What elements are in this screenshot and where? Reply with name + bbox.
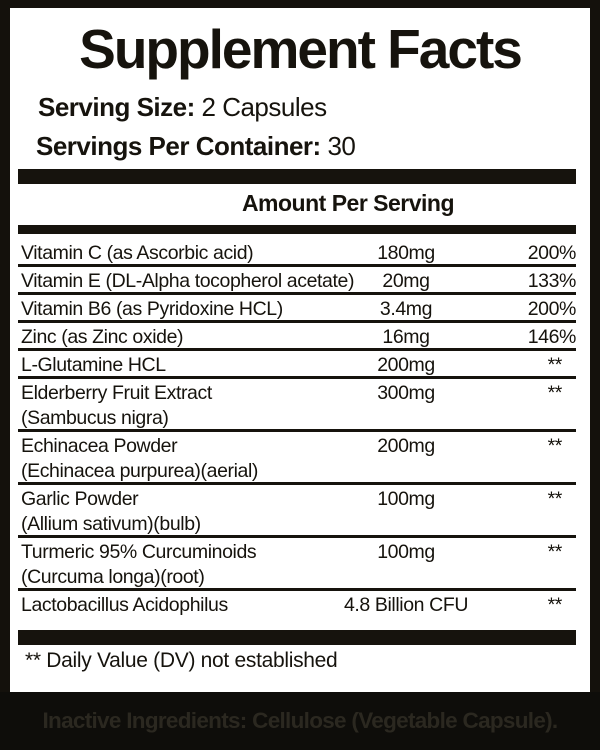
ingredient-amount: 300mg xyxy=(377,381,435,404)
ingredient-name xyxy=(18,355,326,375)
ingredient-name-line1: Zinc (as Zinc oxide) xyxy=(21,325,184,348)
inactive-ingredients-text: Inactive Ingredients: Cellulose (Vegetable Capsule). xyxy=(42,708,558,733)
label-title: Supplement Facts xyxy=(79,18,521,80)
ingredient-dv: 146% xyxy=(527,325,576,348)
ingredient-name xyxy=(18,436,326,481)
ingredient-amount: 200mg xyxy=(377,353,435,376)
ingredient-amount: 200mg xyxy=(377,434,435,457)
ingredient-amount: 100mg xyxy=(377,487,435,510)
ingredient-amount: 16mg xyxy=(382,325,430,348)
serving-size-label: Serving Size: xyxy=(38,92,195,123)
ingredient-name-line1: Vitamin E (DL-Alpha tocopherol acetate) xyxy=(21,269,355,292)
servings-per-container-label: Servings Per Container: xyxy=(36,130,321,161)
servings-per-container-value: 30 xyxy=(327,130,356,161)
ingredient-dv: 200% xyxy=(527,297,576,320)
ingredient-name-line1: L-Glutamine HCL xyxy=(21,353,166,376)
ingredient-name-line2: (Allium sativum)(bulb) xyxy=(21,512,201,535)
amount-per-serving-header: Amount Per Serving xyxy=(241,189,455,216)
ingredient-dv: ** xyxy=(547,381,562,404)
ingredient-row xyxy=(18,267,576,295)
ingredient-row xyxy=(18,591,576,616)
serving-size-value: 2 Capsules xyxy=(201,92,327,123)
ingredient-name-line2: (Sambucus nigra) xyxy=(21,406,169,429)
ingredient-dv: ** xyxy=(547,540,562,563)
ingredient-row xyxy=(18,485,576,538)
ingredient-row xyxy=(18,323,576,351)
ingredient-row xyxy=(18,239,576,267)
ingredient-name-line1: Echinacea Powder xyxy=(21,434,178,457)
inactive-ingredients-band xyxy=(0,692,600,750)
ingredient-amount: 20mg xyxy=(382,269,430,292)
ingredient-name xyxy=(18,595,326,615)
ingredient-name-line1: Lactobacillus Acidophilus xyxy=(21,593,228,616)
ingredient-name xyxy=(18,269,355,292)
ingredient-name xyxy=(18,243,326,263)
ingredient-amount: 4.8 Billion CFU xyxy=(343,593,469,616)
ingredient-name xyxy=(18,383,326,428)
servings-per-container-line xyxy=(36,130,590,161)
ingredient-name xyxy=(18,299,326,319)
ingredient-dv: ** xyxy=(547,593,562,616)
separator-bar-bottom xyxy=(18,630,576,645)
ingredient-name-line1: Vitamin B6 (as Pyridoxine HCL) xyxy=(21,297,283,320)
ingredient-name-line2: (Echinacea purpurea)(aerial) xyxy=(21,459,259,482)
ingredient-dv: ** xyxy=(547,434,562,457)
serving-size-line xyxy=(38,94,590,121)
ingredient-dv: ** xyxy=(547,487,562,510)
ingredient-dv: 133% xyxy=(527,269,576,292)
separator-bar-top xyxy=(18,169,576,184)
label-panel xyxy=(10,8,590,692)
ingredient-row xyxy=(18,295,576,323)
separator-bar-header xyxy=(18,225,576,234)
ingredient-name-line1: Elderberry Fruit Extract xyxy=(21,381,212,404)
ingredient-name-line1: Garlic Powder xyxy=(21,487,139,510)
ingredient-name xyxy=(18,327,326,347)
ingredient-name-line1: Turmeric 95% Curcuminoids xyxy=(21,540,257,563)
ingredient-name-line1: Vitamin C (as Ascorbic acid) xyxy=(21,241,254,264)
daily-value-footnote: ** Daily Value (DV) not established xyxy=(25,648,338,672)
ingredient-name xyxy=(18,542,326,587)
ingredient-row xyxy=(18,351,576,379)
ingredient-name-line2: (Curcuma longa)(root) xyxy=(21,565,205,588)
ingredient-dv: ** xyxy=(547,353,562,376)
ingredient-row xyxy=(18,432,576,485)
ingredient-name xyxy=(18,489,326,534)
supplement-rows xyxy=(18,239,576,616)
ingredient-amount: 100mg xyxy=(377,540,435,563)
ingredient-dv: 200% xyxy=(527,241,576,264)
ingredient-amount: 180mg xyxy=(377,241,435,264)
ingredient-row xyxy=(18,379,576,432)
ingredient-amount: 3.4mg xyxy=(379,297,433,320)
ingredient-row xyxy=(18,538,576,591)
